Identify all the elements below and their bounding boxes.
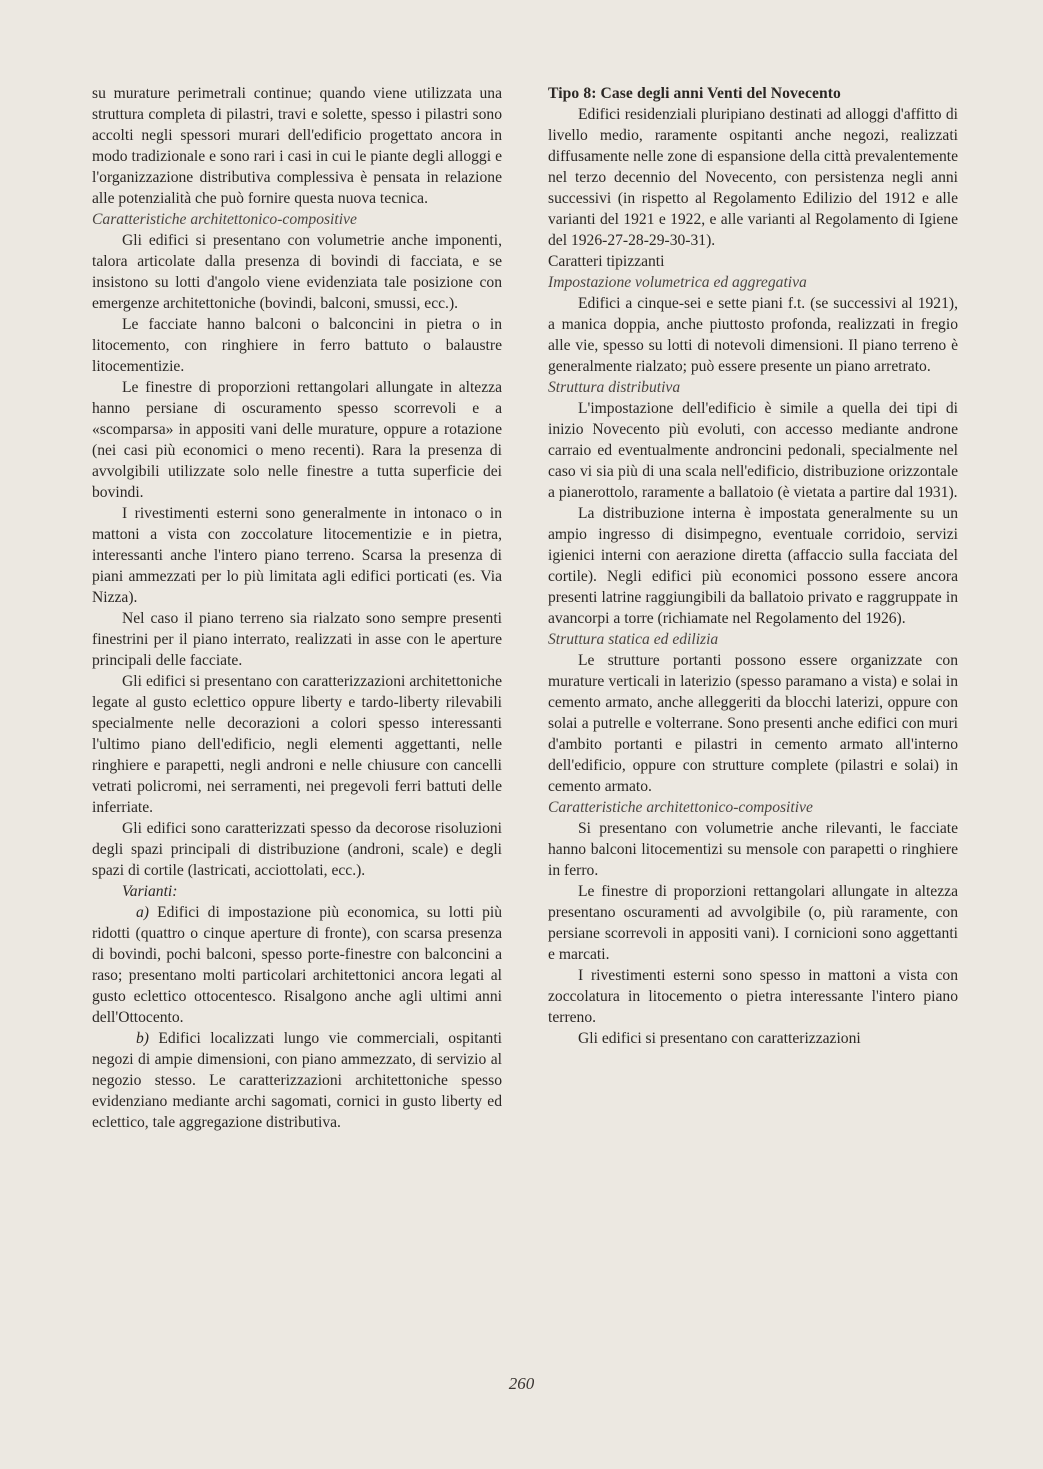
section-heading: Caratteristiche architettonico-compositive (92, 211, 357, 228)
varianti-list (92, 902, 502, 1133)
caratteri-heading: Caratteri tipizzanti (548, 253, 665, 270)
variant-b-label: b) (136, 1030, 149, 1047)
paragraph: Si presentano con volumetrie anche rilevanti, le facciate hanno balconi litocementizi su mensole con parapetti o ringhiere in ferro. (548, 820, 958, 879)
paragraph: I rivestimenti esterni sono spesso in mattoni a vista con zoccolatura in litocemento o pietra interessante l'intero piano terreno. (548, 967, 958, 1026)
paragraph: La distribuzione interna è impostata generalmente su un ampio ingresso di disimpegno, eventuale corridoio, servizi igienici interni con aerazione diretta (affaccio sulla facciata del cortile). Negli edifici più economici possono essere ancora presenti latrine raggiungibili da ballatoio privato e raggruppate in avancorpi a torre (richiamate nel Regolamento del 1926). (548, 505, 958, 627)
paragraph: Gli edifici sono caratterizzati spesso da decorose risoluzioni degli spazi principali di distribuzione (androni, scale) e degli spazi di cortile (lastricati, acciottolati, ecc.). (92, 820, 502, 879)
left-column (92, 83, 502, 1133)
section-heading: Impostazione volumetrica ed aggregativa (548, 274, 807, 291)
variant-a-text: Edifici di impostazione più economica, su lotti più ridotti (quattro o cinque aperture di fronte), con scarsa presenza di bovindi, pochi balconi, spesso porte-finestre con balconcini a raso; presentano molti particolari architettonici ancora legati al gusto eclettico ottocentesco. Risalgono anche agli ultimi anni dell'Ottocento. (92, 904, 502, 1026)
paragraph: L'impostazione dell'edificio è simile a quella dei tipi di inizio Novecento più evoluti, con accesso mediante androne carraio ed eventualmente androncini pedonali, specialmente nel caso vi sia più di una scala nell'edificio, distribuzione orizzontale a pianerottolo, raramente a ballatoio (è vietata a partire dal 1931). (548, 400, 958, 501)
paragraph: su murature perimetrali continue; quando viene utilizzata una struttura completa di pilastri, travi e solette, spesso i pilastri sono accolti negli spessori murari dell'edificio progettato ancora in modo tradizionale e sono rari i casi in cui le piante degli alloggi e l'organizzazione distributiva complessiva è pensata in relazione alle potenzialità che può fornire questa nuova tecnica. (92, 85, 502, 207)
section-heading: Struttura distributiva (548, 379, 681, 396)
section-heading: Caratteristiche architettonico-compositive (548, 799, 813, 816)
tipo-heading: Tipo 8: Case degli anni Venti del Novecento (548, 85, 841, 102)
variant-b-text: Edifici localizzati lungo vie commerciali, ospitanti negozi di ampie dimensioni, con piano ammezzato, di servizio al negozio stesso. Le caratterizzazioni architettoniche spesso evidenziano mediante archi sagomati, cornici in gusto liberty ed eclettico, tale aggregazione distributiva. (92, 1030, 502, 1131)
paragraph: Le strutture portanti possono essere organizzate con murature verticali in laterizio (spesso paramano a vista) e solai in cemento armato, anche alleggeriti da blocchi laterizi, oppure con solai a putrelle e volterrane. Sono presenti anche edifici con muri d'ambito portanti e pilastri in cemento armato all'interno dell'edificio, oppure con strutture complete (pilastri e solai) in cemento armato. (548, 652, 958, 795)
variant-a-label: a) (136, 904, 149, 921)
right-column (548, 83, 958, 1049)
paragraph: Nel caso il piano terreno sia rialzato sono sempre presenti finestrini per il piano interrato, realizzati in asse con le aperture principali delle facciate. (92, 610, 502, 669)
paragraph: Le finestre di proporzioni rettangolari allungate in altezza presentano oscuramenti ad avvolgibile (o, più raramente, con persiane scorrevoli in appositi vani). I cornicioni sono aggettanti e marcati. (548, 883, 958, 963)
paragraph: Gli edifici si presentano con caratterizzazioni (578, 1030, 861, 1047)
page-number: 260 (508, 1374, 535, 1393)
variant-a (92, 902, 502, 1028)
section-heading: Struttura statica ed edilizia (548, 631, 719, 648)
paragraph: Le finestre di proporzioni rettangolari allungate in altezza hanno persiane di oscuramento spesso scorrevoli e a «scomparsa» in appositi vani delle murature, oppure a rotazione (nei casi più economici o meno recenti). Rara la presenza di avvolgibili utilizzate solo nelle finestre a tutta superficie dei bovindi. (92, 379, 502, 501)
paragraph: Gli edifici si presentano con volumetrie anche imponenti, talora articolate dalla presenza di bovindi di facciata, e se insistono su lotti d'angolo viene evidenziata tale posizione con emergenze architettoniche (bovindi, balconi, smussi, ecc.). (92, 232, 502, 312)
paragraph: I rivestimenti esterni sono generalmente in intonaco o in mattoni a vista con zoccolature litocementizie e in pietra, interessanti anche l'intero piano terreno. Scarsa la presenza di piani ammezzati per lo più limitata agli edifici porticati (es. Via Nizza). (92, 505, 502, 606)
paragraph: Le facciate hanno balconi o balconcini in pietra o in litocemento, con ringhiere in ferro battuto o balaustre litocementizie. (92, 316, 502, 375)
paragraph: Edifici residenziali pluripiano destinati ad alloggi d'affitto di livello medio, raramente ospitanti anche negozi, realizzati diffusamente nelle zone di espansione della città prevalentemente nel terzo decennio del Novecento, con persistenza negli anni successivi (in rispetto al Regolamento Edilizio del 1912 e alle varianti del 1921 e 1922, e alle varianti al Regolamento di Igiene del 1926-27-28-29-30-31). (548, 106, 958, 249)
variant-b (92, 1028, 502, 1133)
varianti-heading: Varianti: (122, 883, 178, 900)
paragraph: Gli edifici si presentano con caratterizzazioni architettoniche legate al gusto eclettico oppure liberty e tardo-liberty rilevabili specialmente nelle decorazioni a colori spesso interessanti l'ultimo piano dell'edificio, negli elementi aggettanti, nelle ringhiere e parapetti, negli androni e nelle chiusure con cancelli vetrati policromi, nei serramenti, nei pregevoli ferri battuti delle inferriate. (92, 673, 502, 816)
paragraph: Edifici a cinque-sei e sette piani f.t. (se successivi al 1921), a manica doppia, anche piuttosto profonda, realizzati in fregio alle vie, spesso su lotti di notevoli dimensioni. Il piano terreno è generalmente rialzato; può essere presente un piano arretrato. (548, 295, 958, 375)
